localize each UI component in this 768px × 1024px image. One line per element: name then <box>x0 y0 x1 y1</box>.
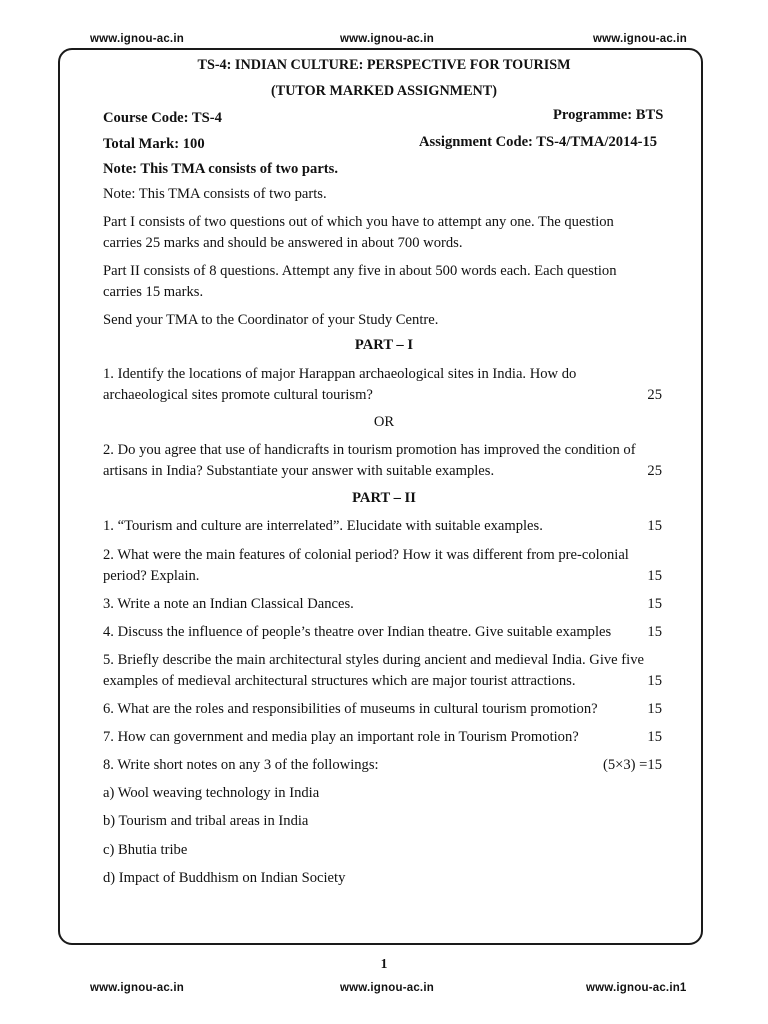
footer-url-right[interactable]: www.ignou-ac.in1 <box>586 982 687 994</box>
part2-q4-marks: 15 <box>647 624 662 640</box>
note-bold: Note: This TMA consists of two parts. <box>103 161 338 177</box>
header-url-right[interactable]: www.ignou-ac.in <box>593 33 687 45</box>
part2-instruction-line2: carries 15 marks. <box>103 284 204 300</box>
footer-url-left[interactable]: www.ignou-ac.in <box>90 982 184 994</box>
course-code: Course Code: TS-4 <box>103 110 222 126</box>
part2-q5-line2: examples of medieval architectural structures which are major tourist attractions. <box>103 673 576 689</box>
part2-instruction-line1: Part II consists of 8 questions. Attempt any five in about 500 words each. Each question <box>103 263 617 279</box>
part2-heading: PART – II <box>352 490 416 506</box>
part1-q1-line2: archaeological sites promote cultural tourism? <box>103 387 373 403</box>
part2-q8-option-a: a) Wool weaving technology in India <box>103 785 320 801</box>
document-subtitle: (TUTOR MARKED ASSIGNMENT) <box>271 83 497 99</box>
part2-q7: 7. How can government and media play an important role in Tourism Promotion? <box>103 729 579 745</box>
or-separator: OR <box>373 414 395 430</box>
part2-q1-marks: 15 <box>647 518 662 534</box>
send-instruction: Send your TMA to the Coordinator of your Study Centre. <box>103 312 439 328</box>
part2-q3: 3. Write a note an Indian Classical Dances. <box>103 596 354 612</box>
part1-q2-line2: artisans in India? Substantiate your answer with suitable examples. <box>103 463 495 479</box>
part2-q3-marks: 15 <box>647 596 662 612</box>
part2-q7-marks: 15 <box>647 729 662 745</box>
part2-q1: 1. “Tourism and culture are interrelated”. Elucidate with suitable examples. <box>103 518 543 534</box>
part2-q8-option-c: c) Bhutia tribe <box>103 842 188 858</box>
header-url-center[interactable]: www.ignou-ac.in <box>340 33 434 45</box>
part1-q2-marks: 25 <box>647 463 662 479</box>
part2-q4: 4. Discuss the influence of people’s theatre over Indian theatre. Give suitable examples <box>103 624 612 640</box>
assignment-code: Assignment Code: TS-4/TMA/2014-15 <box>419 134 658 150</box>
part1-instruction-line2: carries 25 marks and should be answered in about 700 words. <box>103 235 463 251</box>
total-mark: Total Mark: 100 <box>103 136 205 152</box>
part2-q5-line1: 5. Briefly describe the main architectural styles during ancient and medieval India. Give five <box>103 652 644 668</box>
part2-q2-line2: period? Explain. <box>103 568 200 584</box>
note-text: Note: This TMA consists of two parts. <box>103 186 327 202</box>
part1-heading: PART – I <box>354 337 414 353</box>
part2-q6: 6. What are the roles and responsibilities of museums in cultural tourism promotion? <box>103 701 598 717</box>
part2-q8: 8. Write short notes on any 3 of the followings: <box>103 757 379 773</box>
part1-q2-line1: 2. Do you agree that use of handicrafts in tourism promotion has improved the condition of <box>103 442 636 458</box>
programme: Programme: BTS <box>553 107 664 123</box>
part1-q1-line1: 1. Identify the locations of major Harappan archaeological sites in India. How do <box>103 366 577 382</box>
document-title: TS-4: INDIAN CULTURE: PERSPECTIVE FOR TOURISM <box>197 57 571 73</box>
part2-q2-line1: 2. What were the main features of colonial period? How it was different from pre-colonial <box>103 547 629 563</box>
header-url-left[interactable]: www.ignou-ac.in <box>90 33 184 45</box>
part2-q8-option-d: d) Impact of Buddhism on Indian Society <box>103 870 346 886</box>
footer-url-center[interactable]: www.ignou-ac.in <box>340 982 434 994</box>
part2-q8-option-b: b) Tourism and tribal areas in India <box>103 813 309 829</box>
part2-q2-marks: 15 <box>647 568 662 584</box>
part2-q6-marks: 15 <box>647 701 662 717</box>
part2-q8-marks: (5×3) =15 <box>602 757 662 773</box>
part1-q1-marks: 25 <box>647 387 662 403</box>
part1-instruction-line1: Part I consists of two questions out of which you have to attempt any one. The question <box>103 214 614 230</box>
page-number: 1 <box>380 956 388 971</box>
part2-q5-marks: 15 <box>647 673 662 689</box>
